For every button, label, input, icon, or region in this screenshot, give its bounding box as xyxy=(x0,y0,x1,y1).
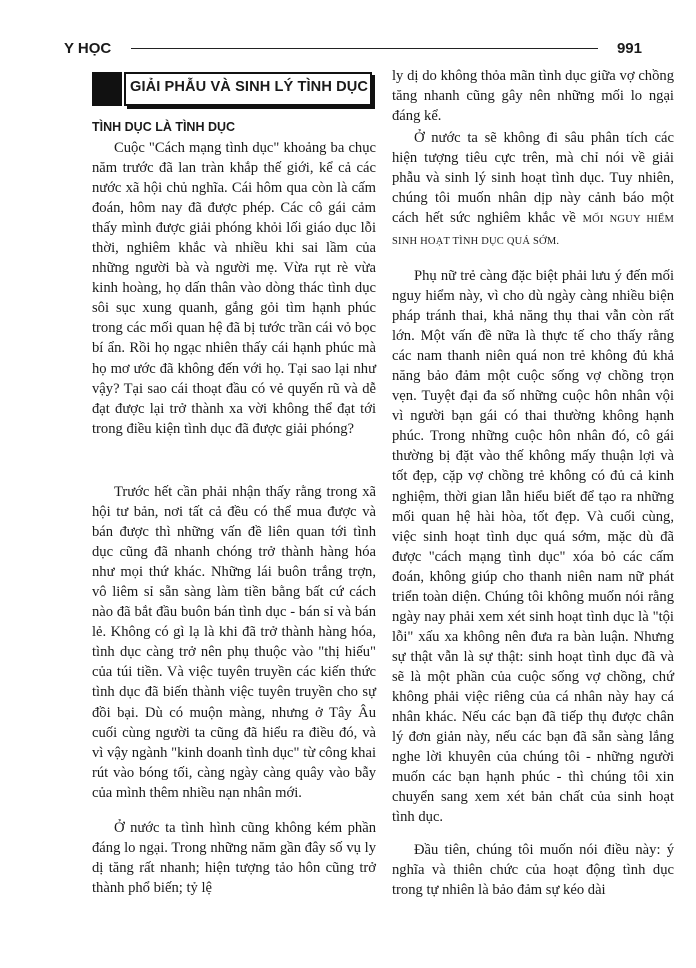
right-paragraph-2-text: Ở nước ta sẽ không đi sâu phân tích các hiện tượng tiêu cực trên, mà chỉ nói về giải phẫu và sinh lý sinh hoạt tình dục. Tuy nhiên, chúng tôi muốn nhân dịp này cảnh báo một cách hết sức nghiêm khắc về xyxy=(392,130,674,227)
right-paragraph-2 xyxy=(392,128,674,252)
title-black-block xyxy=(92,72,122,106)
chapter-title: GIẢI PHẪU VÀ SINH LÝ TÌNH DỤC xyxy=(130,79,369,95)
left-paragraph-1: Cuộc "Cách mạng tình dục" khoảng ba chục năm trước đã lan tràn khắp thế giới, kể cả các nước xã hội chủ nghĩa. Cái hôm qua còn là cấm đoán, hôm nay đã được phép. Các cô gái cảm thấy mình được giải phóng khỏi lối giáo dục lỗi thời, nghiêm khắc và nhiều khi sai lầm của những người bà và người mẹ. Vừa rụt rè vừa kinh hoàng, họ dấn thân vào dòng thác tình dục sôi sục xung quanh, gắng gỏi tìm hạnh phúc trong các mối quan hệ đã bị tước trần cái vỏ bọc bí ẩn. Rồi họ ngạc nhiên thấy cái hạnh phúc mà họ mơ ước đã không đến với họ. Tại sao lại như vậy? Tại sao cái thoạt đầu có vẻ quyến rũ và dễ đạt được lại trở thành xa vời không thể đạt tới trong điều kiện tình dục đã được giải phóng? xyxy=(92,140,376,437)
right-paragraph-1: ly dị do không thỏa mãn tình dục giữa vợ chồng tăng nhanh cũng gây nên những mối lo ngại đáng kể. xyxy=(392,68,674,125)
warning-smallcaps: MỐI NGUY HIỂM SINH HOẠT TÌNH DỤC QUÁ SỚM. xyxy=(392,214,674,248)
left-paragraph-2: Trước hết cần phải nhận thấy rằng trong xã hội tư bản, nơi tất cả đều có thể mua được và bán được thì những vấn đề liên quan tới tình dục cũng đã nhanh chóng trở thành hàng hóa như mọi thứ khác. Những lái buôn trắng trợn, vô liêm sỉ sẵn sàng làm tiền bằng bất cứ cách nào đã bắt đầu buôn bán tình dục - bán sỉ và bán lẻ. Không có gì lạ là khi đã trở thành hàng hóa, tình dục càng trở nên phụ thuộc vào "thị hiếu" của túi tiền. Và việc tuyên truyền các kiến thức tình dục đã biến thành việc tuyên truyền cho sự đồi bại. Dù có muộn màng, nhưng ở Tây Âu cuối cùng người ta cũng đã hiểu ra điều đó, và vì vậy ngành "kinh doanh tình dục" từ công khai rút vào bóng tối, càng ngày càng quây vào bẫy của mình thêm nhiều nạn nhân mới. xyxy=(92,484,376,801)
section-title: Y HỌC xyxy=(64,40,112,57)
left-paragraph-3: Ở nước ta tình hình cũng không kém phần đáng lo ngại. Trong những năm gần đây số vụ ly dị tăng rất nhanh; hiện tượng tảo hôn cũng trở thành phổ biến; tỷ lệ xyxy=(92,820,376,897)
right-paragraph-3: Phụ nữ trẻ càng đặc biệt phải lưu ý đến mối nguy hiểm này, vì cho dù ngày càng nhiều biện pháp tránh thai, khả năng thụ thai vẫn còn rất lớn. Một vấn đề nữa là thực tế cho thấy rằng các nam thanh niên quá non trẻ không đủ khả năng bảo đảm một cuộc sống vợ chồng trọn vẹn. Tuyệt đại đa số những cuộc hôn nhân vội vì người bạn gái có thai thường không hạnh phúc. Trong những cuộc hôn nhân đó, cô gái thường bị đặt vào thế không mấy thuận lợi và tốt đẹp, cặp vợ chồng trẻ không có đủ cả kinh nghiệm, thời gian lẫn hiểu biết để tạo ra những mối quan hệ hài hòa, tốt đẹp. Và cuối cùng, việc sinh hoạt tình dục quá sớm, mặc dù đã được "cách mạng tình dục" xóa bỏ các cấm đoán, không giúp cho thanh niên nam nữ phát triển toàn diện. Chúng tôi không muốn nói rằng ngày nay phải xem xét sinh hoạt tình dục là "tội lỗi" xấu xa không nên đưa ra bàn luận. Nhưng sự thật vẫn là sự thật: sinh hoạt tình dục đã và sẽ là một phần của cuộc sống vợ chồng, chứ không phải việc riêng của cá nhân này hay cá nhân khác. Nếu các bạn đã tiếp thụ được chân lý đơn giản này, nếu các bạn đã sẵn sàng lắng nghe lời khuyên của chúng tôi - những người muốn các bạn hạnh phúc - thì chúng tôi xin chuyển sang xem xét bản chất của sinh hoạt tình dục. xyxy=(392,268,674,826)
right-paragraph-4: Đầu tiên, chúng tôi muốn nói điều này: ý nghĩa và thiên chức của hoạt động tình dục trong tự nhiên là bảo đảm sự kéo dài xyxy=(392,842,674,899)
chapter-title-box xyxy=(92,72,374,106)
running-header xyxy=(56,38,656,58)
section-subheading: TÌNH DỤC LÀ TÌNH DỤC xyxy=(92,120,236,134)
header-rule xyxy=(131,48,598,49)
page-number: 991 xyxy=(616,40,642,57)
